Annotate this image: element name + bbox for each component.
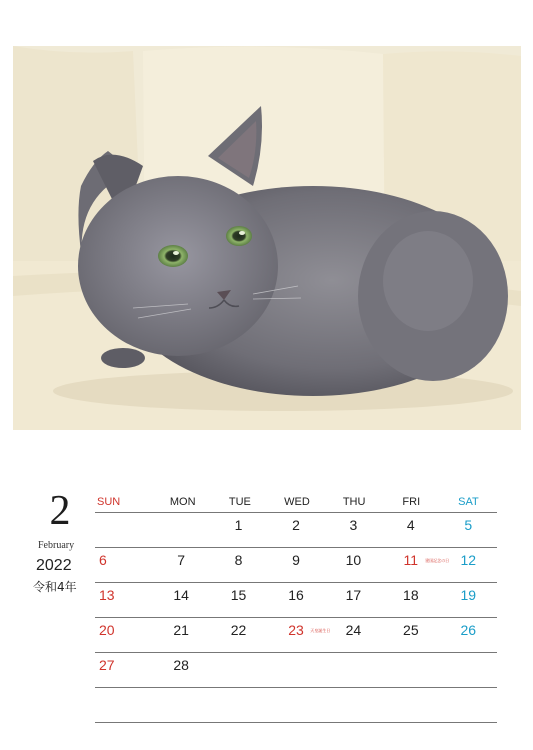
day-number: 21 <box>173 622 189 638</box>
calendar-empty-row <box>95 687 497 723</box>
calendar-empty-cell <box>382 653 439 687</box>
calendar-day-cell <box>267 513 324 547</box>
day-number: 4 <box>406 517 415 533</box>
calendar-day-cell <box>267 618 331 652</box>
day-number: 10 <box>345 552 362 568</box>
day-number: 24 <box>345 622 362 638</box>
day-number: 26 <box>460 622 477 638</box>
day-number: 5 <box>464 517 473 533</box>
calendar-day-cell <box>152 548 209 582</box>
weekday-header <box>95 492 497 512</box>
day-number: 2 <box>292 517 300 533</box>
cat-illustration <box>13 46 521 430</box>
calendar-grid <box>95 492 497 723</box>
day-number: 19 <box>460 587 477 603</box>
day-number: 15 <box>230 587 247 603</box>
month-name: February <box>38 540 75 551</box>
calendar-day-cell <box>152 618 209 652</box>
calendar-week-row <box>95 512 497 547</box>
calendar-day-cell <box>210 548 267 582</box>
calendar-empty-cell <box>440 653 497 687</box>
calendar-empty-cell <box>325 653 382 687</box>
year-label: 2022 <box>36 557 72 574</box>
calendar-day-cell <box>210 618 267 652</box>
calendar-week-row <box>95 617 497 652</box>
weekday-mon: MON <box>169 496 196 508</box>
day-number: 16 <box>288 587 304 603</box>
month-number: 2 <box>49 488 71 534</box>
day-number: 1 <box>234 517 243 533</box>
day-number: 7 <box>177 552 186 568</box>
calendar-day-cell <box>440 618 497 652</box>
weekday-tue: TUE <box>228 496 251 508</box>
day-number: 14 <box>173 587 189 603</box>
calendar-day-cell <box>325 548 382 582</box>
day-number: 27 <box>99 657 115 673</box>
calendar-day-cell <box>95 618 152 652</box>
calendar-day-cell <box>325 618 382 652</box>
day-number: 13 <box>99 587 115 603</box>
day-number: 25 <box>403 622 419 638</box>
cat-photo <box>13 46 521 430</box>
calendar-day-cell <box>325 583 382 617</box>
day-number: 18 <box>403 587 419 603</box>
calendar-day-cell <box>210 513 267 547</box>
weekday-sun: SUN <box>97 496 121 508</box>
calendar-week-row <box>95 547 497 582</box>
calendar-weeks <box>95 512 497 687</box>
calendar-week-row <box>95 652 497 687</box>
calendar-day-cell <box>382 513 439 547</box>
calendar-day-cell <box>267 583 324 617</box>
weekday-fri: FRI <box>402 496 421 508</box>
calendar-empty-cell <box>267 653 324 687</box>
day-number: 9 <box>292 552 300 568</box>
day-number: 22 <box>230 622 247 638</box>
calendar-day-cell <box>95 653 152 687</box>
day-number: 3 <box>349 517 358 533</box>
day-number: 28 <box>173 657 189 673</box>
day-number: 12 <box>460 552 477 568</box>
calendar-day-cell <box>210 583 267 617</box>
calendar-day-cell <box>95 548 152 582</box>
calendar-day-cell <box>325 513 382 547</box>
calendar-day-cell <box>382 548 450 582</box>
calendar-empty-cell <box>95 513 152 547</box>
day-number: 11 <box>403 552 419 568</box>
calendar-day-cell <box>440 583 497 617</box>
holiday-name: 建国記念の日 <box>425 558 450 563</box>
calendar-week-row <box>95 582 497 617</box>
holiday-name: 天皇誕生日 <box>310 628 331 633</box>
calendar-day-cell <box>440 548 497 582</box>
calendar-day-cell <box>382 583 439 617</box>
japanese-era-label: 令和4年 <box>33 580 77 594</box>
day-number: 17 <box>345 587 362 603</box>
day-number: 8 <box>234 552 243 568</box>
day-number: 20 <box>99 622 115 638</box>
weekday-sat: SAT <box>458 496 479 508</box>
calendar-day-cell <box>382 618 439 652</box>
calendar-day-cell <box>152 653 209 687</box>
weekday-thu: THU <box>342 496 366 508</box>
weekday-wed: WED <box>284 496 310 508</box>
calendar-day-cell <box>440 513 497 547</box>
calendar-day-cell <box>152 583 209 617</box>
calendar-empty-cell <box>152 513 209 547</box>
day-number: 6 <box>99 552 107 568</box>
calendar-empty-cell <box>210 653 267 687</box>
calendar-day-cell <box>95 583 152 617</box>
calendar-day-cell <box>267 548 324 582</box>
day-number: 23 <box>288 622 304 638</box>
